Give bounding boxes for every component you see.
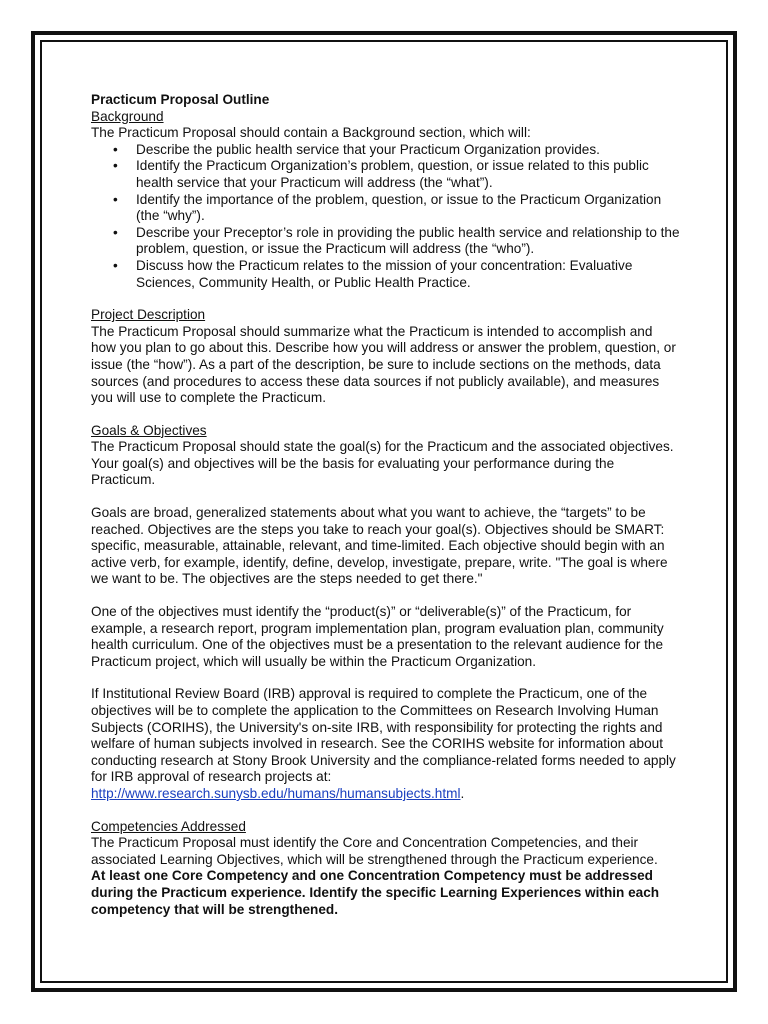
corihs-link[interactable]: http://www.research.sunysb.edu/humans/humansubjects.html: [91, 785, 461, 801]
bullet-item: • Identify the importance of the problem, question, or issue to the Practicum Organization (the “why”).: [136, 192, 681, 225]
bullet-item: • Describe the public health service that your Practicum Organization provides.: [136, 142, 681, 159]
document-body: [91, 92, 681, 918]
goals-paragraph-2: Goals are broad, generalized statements about what you want to achieve, the “targets” to be reached. Objectives are the steps you take to reach your goal(s). Objectives should be SMART: specific, measurable, attainable, relevant, and time-limited. Each objective should begin with an active verb, for example, identify, define, develop, investigate, prepare, write. "The goal is where we want to be. The objectives are the steps needed to get there.": [91, 505, 668, 587]
goals-paragraph-4: If Institutional Review Board (IRB) approval is required to complete the Practicum, one of the objectives will be to complete the application to the Committees on Research Involving Human Subjects (CORIHS), the University's on-site IRB, with responsibility for protecting the rights and welfare of human subjects involved in research. See the CORIHS website for information about conducting research at Stony Brook University and the compliance-related forms needed to apply for IRB approval of research projects at:: [91, 686, 676, 785]
bullet-item: • Describe your Preceptor’s role in providing the public health service and relationship to the problem, question, or issue the Practicum will address (the “who”).: [136, 225, 681, 258]
competencies-bold-text: At least one Core Competency and one Concentration Competency must be addressed during the Practicum experience. Identify the specific Learning Experiences within each competency that will be strengthened.: [91, 868, 660, 917]
bullet-item: • Discuss how the Practicum relates to the mission of your concentration: Evaluative Sciences, Community Health, or Public Health Practice.: [136, 258, 681, 291]
link-suffix: .: [460, 785, 465, 801]
background-heading: Background: [91, 108, 164, 124]
goals-paragraph-1: The Practicum Proposal should state the goal(s) for the Practicum and the associated objectives. Your goal(s) and objectives will be the basis for evaluating your performance during the Practicum.: [91, 439, 674, 488]
background-intro: The Practicum Proposal should contain a Background section, which will:: [91, 125, 531, 141]
project-description-heading: Project Description: [91, 307, 206, 323]
irb-link-line: [91, 786, 681, 803]
competencies-text: The Practicum Proposal must identify the Core and Concentration Competencies, and their associated Learning Objectives, which will be strengthened through the Practicum experience.: [91, 835, 658, 867]
competencies-heading: Competencies Addressed: [91, 818, 246, 834]
goals-paragraph-3: One of the objectives must identify the “product(s)” or “deliverable(s)” of the Practicum, for example, a research report, program implementation plan, program evaluation plan, community health curriculum. One of the objectives must be a presentation to the relevant audience for the Practicum project, which will usually be within the Practicum Organization.: [91, 604, 664, 669]
project-description-text: The Practicum Proposal should summarize what the Practicum is intended to accomplish and how you plan to go about this. Describe how you will address or answer the problem, question, or issue (the “how”). As a part of the description, be sure to include sections on the methods, data sources (and procedures to access these data sources if not publicly available), and measures you will use to complete the Practicum.: [91, 323, 676, 406]
goals-objectives-heading: Goals & Objectives: [91, 422, 207, 438]
document-title: Practicum Proposal Outline: [91, 92, 270, 107]
bullet-item: • Identify the Practicum Organization’s problem, question, or issue related to this public health service that your Practicum will address (the “what”).: [136, 158, 681, 191]
background-bullet-list: [91, 142, 681, 291]
